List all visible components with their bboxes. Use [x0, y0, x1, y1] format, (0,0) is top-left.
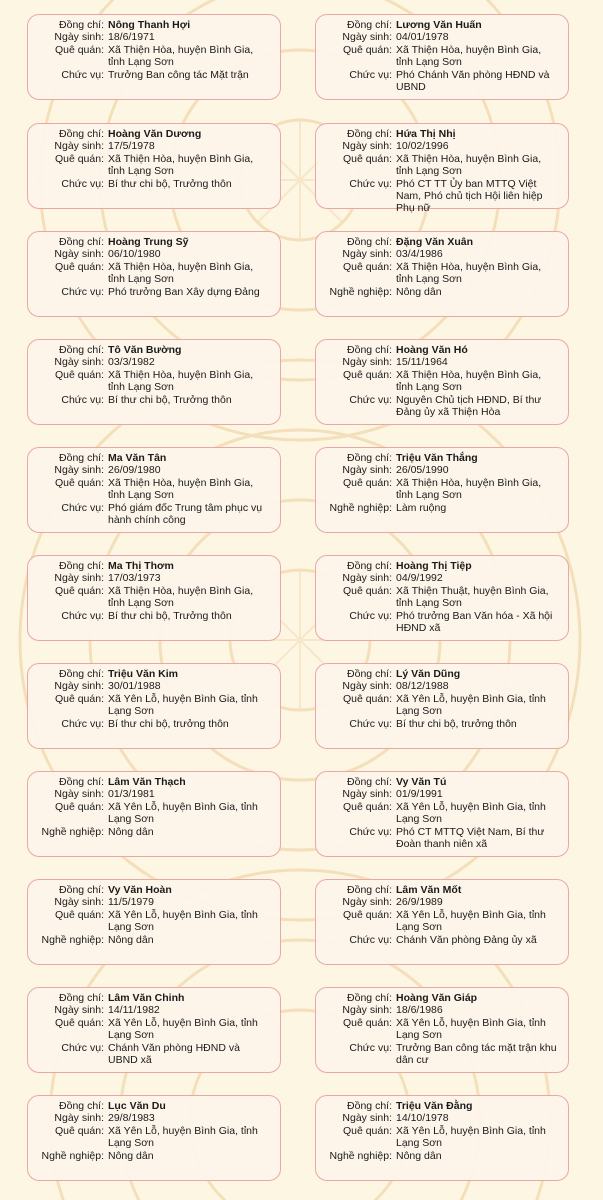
- field-label: Ngày sinh:: [342, 788, 392, 801]
- member-name: Lâm Văn Thạch: [108, 776, 186, 788]
- card-row: [38, 44, 272, 69]
- card-row: [38, 153, 272, 178]
- field-label: Đồng chí:: [347, 452, 392, 464]
- card-row: [326, 452, 560, 464]
- field-value: Nông dân: [108, 825, 154, 838]
- field-label: Quê quán:: [342, 152, 392, 165]
- card-row: [38, 801, 272, 826]
- field-value: Phó CT TT Ủy ban MTTQ Việt Nam, Phó chủ tịch Hội liên hiệp Phụ nữ: [396, 177, 543, 215]
- card-row: [326, 44, 560, 69]
- card-row: [326, 236, 560, 248]
- field-value: 14/10/1978: [396, 1112, 449, 1125]
- field-label: Ngày sinh:: [342, 140, 392, 153]
- field-label: Quê quán:: [54, 800, 104, 813]
- card-row: [326, 884, 560, 896]
- field-label: Quê quán:: [342, 476, 392, 489]
- field-label: Ngày sinh:: [54, 140, 104, 153]
- member-name: Lâm Văn Mốt: [396, 884, 462, 896]
- card-row: [38, 680, 272, 692]
- field-label: Quê quán:: [54, 908, 104, 921]
- field-value: Xã Yên Lỗ, huyện Bình Gia, tỉnh Lạng Sơn: [396, 908, 546, 934]
- field-label: Ngày sinh:: [54, 1004, 104, 1017]
- card-row: [38, 140, 272, 152]
- field-value: Nông dân: [108, 1149, 154, 1162]
- member-name: Lý Văn Dũng: [396, 668, 461, 680]
- field-label: Ngày sinh:: [342, 248, 392, 261]
- member-name: Lương Văn Huấn: [396, 19, 482, 31]
- field-value: Xã Thiện Thuật, huyện Bình Gia, tỉnh Lạng Sơn: [396, 584, 549, 610]
- card-row: [326, 31, 560, 43]
- member-name: Hoàng Văn Dương: [108, 128, 202, 140]
- member-name: Lâm Văn Chinh: [108, 992, 185, 1004]
- member-name: Lục Văn Du: [108, 1100, 166, 1112]
- card-row: [326, 934, 560, 946]
- card-row: [326, 477, 560, 502]
- card-row: [326, 1150, 560, 1162]
- member-card: [27, 879, 281, 965]
- member-card: [27, 123, 281, 209]
- card-row: [38, 788, 272, 800]
- field-label: Nghề nghiệp:: [41, 1149, 104, 1162]
- card-row: [38, 178, 272, 190]
- field-label: Đồng chí:: [347, 560, 392, 572]
- field-value: Xã Thiện Hòa, huyện Bình Gia, tỉnh Lạng Sơn: [396, 43, 542, 69]
- card-row: [38, 1112, 272, 1124]
- field-label: Đồng chí:: [59, 1100, 104, 1112]
- card-row: [326, 668, 560, 680]
- member-name: Triệu Văn Thắng: [396, 452, 478, 464]
- field-label: Ngày sinh:: [54, 788, 104, 801]
- card-row: [38, 585, 272, 610]
- field-label: Đồng chí:: [59, 344, 104, 356]
- card-row: [326, 896, 560, 908]
- field-label: Quê quán:: [342, 692, 392, 705]
- field-value: Trưởng Ban công tác mặt trận khu dân cư: [396, 1041, 557, 1067]
- field-label: Chức vụ:: [349, 717, 392, 730]
- field-label: Quê quán:: [342, 584, 392, 597]
- field-value: Bí thư chi bộ, Trưởng thôn: [108, 393, 232, 406]
- card-row: [326, 1042, 560, 1067]
- field-label: Ngày sinh:: [54, 31, 104, 44]
- field-label: Đồng chí:: [59, 668, 104, 680]
- card-row: [326, 1112, 560, 1124]
- card-row: [326, 992, 560, 1004]
- field-label: Quê quán:: [54, 260, 104, 273]
- card-row: [326, 693, 560, 718]
- card-row: [38, 464, 272, 476]
- member-name: Hứa Thị Nhị: [396, 128, 456, 140]
- field-label: Ngày sinh:: [54, 248, 104, 261]
- field-value: Xã Thiện Hòa, huyện Bình Gia, tỉnh Lạng Sơn: [396, 476, 542, 502]
- card-row: [38, 909, 272, 934]
- field-label: Đồng chí:: [347, 992, 392, 1004]
- field-label: Đồng chí:: [347, 344, 392, 356]
- card-row: [326, 610, 560, 635]
- field-label: Chức vụ:: [349, 609, 392, 622]
- field-label: Ngày sinh:: [342, 572, 392, 585]
- card-row: [38, 1042, 272, 1067]
- field-label: Nghề nghiệp:: [41, 825, 104, 838]
- card-row: [326, 572, 560, 584]
- field-value: Xã Yên Lỗ, huyện Bình Gia, tỉnh Lạng Sơn: [108, 692, 258, 718]
- field-label: Chức vụ:: [61, 68, 104, 81]
- field-label: Quê quán:: [342, 1016, 392, 1029]
- field-value: Nông dân: [396, 1149, 442, 1162]
- field-label: Đồng chí:: [59, 19, 104, 31]
- field-value: Xã Yên Lỗ, huyện Bình Gia, tỉnh Lạng Sơn: [396, 800, 546, 826]
- field-value: Phó giám đốc Trung tâm phục vụ hành chính công: [108, 501, 263, 527]
- card-row: [326, 140, 560, 152]
- field-value: Chánh Văn phòng HĐND và UBND xã: [108, 1041, 240, 1067]
- member-card: [315, 447, 569, 533]
- card-row: [326, 394, 560, 419]
- field-label: Quê quán:: [54, 152, 104, 165]
- field-value: Xã Thiện Hòa, huyện Bình Gia, tỉnh Lạng Sơn: [396, 368, 542, 394]
- field-value: Xã Thiện Hòa, huyện Bình Gia, tỉnh Lạng Sơn: [396, 152, 542, 178]
- field-label: Ngày sinh:: [342, 1004, 392, 1017]
- field-value: Nông dân: [108, 933, 154, 946]
- field-value: 06/10/1980: [108, 248, 161, 261]
- field-label: Ngày sinh:: [342, 896, 392, 909]
- member-card: [315, 339, 569, 425]
- field-label: Quê quán:: [54, 584, 104, 597]
- member-card: [315, 1095, 569, 1181]
- field-value: Chánh Văn phòng Đảng ủy xã: [396, 933, 537, 946]
- member-name: Hoàng Thị Tiệp: [396, 560, 472, 572]
- member-card: [315, 987, 569, 1073]
- field-value: Bí thư chi bộ, trưởng thôn: [108, 717, 229, 730]
- field-label: Đồng chí:: [347, 668, 392, 680]
- card-row: [38, 1100, 272, 1112]
- card-row: [326, 261, 560, 286]
- card-row: [38, 452, 272, 464]
- member-name: Nông Thanh Hợi: [108, 19, 191, 31]
- card-row: [38, 236, 272, 248]
- member-card: [315, 771, 569, 857]
- field-value: 18/6/1986: [396, 1004, 443, 1017]
- member-name: Vy Văn Hoàn: [108, 884, 172, 896]
- field-value: 03/3/1982: [108, 356, 155, 369]
- member-card: [27, 339, 281, 425]
- card-row: [326, 248, 560, 260]
- field-label: Đồng chí:: [59, 128, 104, 140]
- field-label: Đồng chí:: [59, 560, 104, 572]
- field-label: Đồng chí:: [347, 884, 392, 896]
- field-value: Phó trưởng Ban Văn hóa - Xã hội HĐND xã: [396, 609, 553, 635]
- field-label: Quê quán:: [342, 800, 392, 813]
- card-row: [38, 369, 272, 394]
- field-value: 30/01/1988: [108, 680, 161, 693]
- member-name: Ma Thị Thơm: [108, 560, 174, 572]
- field-label: Đồng chí:: [59, 776, 104, 788]
- field-label: Chức vụ:: [349, 825, 392, 838]
- field-label: Đồng chí:: [347, 19, 392, 31]
- card-row: [38, 19, 272, 31]
- card-row: [38, 356, 272, 368]
- card-row: [326, 801, 560, 826]
- field-value: 26/9/1989: [396, 896, 443, 909]
- card-row: [38, 718, 272, 730]
- field-label: Đồng chí:: [59, 452, 104, 464]
- field-label: Quê quán:: [54, 692, 104, 705]
- field-label: Ngày sinh:: [342, 464, 392, 477]
- field-value: Phó CT MTTQ Việt Nam, Bí thư Đoàn thanh niên xã: [396, 825, 545, 851]
- field-label: Quê quán:: [54, 43, 104, 56]
- member-name: Triệu Văn Đằng: [396, 1100, 473, 1112]
- card-row: [326, 369, 560, 394]
- card-row: [326, 128, 560, 140]
- member-card: [27, 1095, 281, 1181]
- card-row: [326, 1100, 560, 1112]
- card-row: [38, 776, 272, 788]
- field-value: 01/9/1991: [396, 788, 443, 801]
- member-name: Tô Văn Bường: [108, 344, 182, 356]
- card-row: [38, 826, 272, 838]
- field-value: 04/01/1978: [396, 31, 449, 44]
- card-row: [326, 585, 560, 610]
- field-label: Ngày sinh:: [54, 680, 104, 693]
- field-label: Ngày sinh:: [54, 572, 104, 585]
- field-label: Đồng chí:: [59, 992, 104, 1004]
- field-value: Bí thư chi bộ, trưởng thôn: [396, 717, 517, 730]
- field-label: Chức vụ:: [61, 393, 104, 406]
- field-value: 08/12/1988: [396, 680, 449, 693]
- member-name: Hoàng Văn Giáp: [396, 992, 478, 1004]
- card-row: [38, 261, 272, 286]
- field-label: Ngày sinh:: [342, 680, 392, 693]
- field-label: Đồng chí:: [347, 236, 392, 248]
- field-value: Xã Yên Lỗ, huyện Bình Gia, tỉnh Lạng Sơn: [108, 1124, 258, 1150]
- card-row: [38, 477, 272, 502]
- field-label: Ngày sinh:: [54, 464, 104, 477]
- field-label: Chức vụ:: [61, 717, 104, 730]
- field-value: 26/05/1990: [396, 464, 449, 477]
- card-row: [38, 128, 272, 140]
- card-row: [38, 1004, 272, 1016]
- card-row: [326, 19, 560, 31]
- field-value: Bí thư chi bộ, Trưởng thôn: [108, 609, 232, 622]
- card-row: [326, 560, 560, 572]
- card-row: [326, 1004, 560, 1016]
- card-row: [326, 178, 560, 215]
- field-value: 11/5/1979: [108, 896, 154, 909]
- card-row: [326, 1017, 560, 1042]
- field-label: Nghề nghiệp:: [41, 933, 104, 946]
- field-label: Đồng chí:: [347, 1100, 392, 1112]
- card-row: [38, 344, 272, 356]
- card-row: [326, 356, 560, 368]
- field-value: Trưởng Ban công tác Mặt trận: [108, 68, 249, 81]
- card-row: [326, 464, 560, 476]
- field-value: Phó Chánh Văn phòng HĐND và UBND: [396, 68, 550, 94]
- field-value: Xã Yên Lỗ, huyện Bình Gia, tỉnh Lạng Sơn: [108, 800, 258, 826]
- card-row: [38, 502, 272, 527]
- field-value: Xã Yên Lỗ, huyện Bình Gia, tỉnh Lạng Sơn: [396, 1124, 546, 1150]
- field-value: Xã Thiện Hòa, huyện Bình Gia, tỉnh Lạng Sơn: [108, 584, 254, 610]
- field-label: Quê quán:: [54, 1016, 104, 1029]
- field-label: Chức vụ:: [349, 393, 392, 406]
- card-row: [326, 344, 560, 356]
- field-value: Nông dân: [396, 285, 442, 298]
- card-row: [38, 896, 272, 908]
- field-label: Quê quán:: [342, 908, 392, 921]
- field-value: Xã Thiện Hòa, huyện Bình Gia, tỉnh Lạng Sơn: [108, 43, 254, 69]
- card-row: [38, 1017, 272, 1042]
- card-row: [38, 286, 272, 298]
- card-row: [38, 693, 272, 718]
- field-value: Xã Yên Lỗ, huyện Bình Gia, tỉnh Lạng Sơn: [396, 692, 546, 718]
- card-row: [38, 992, 272, 1004]
- field-label: Ngày sinh:: [342, 1112, 392, 1125]
- field-value: 03/4/1986: [396, 248, 443, 261]
- card-row: [38, 394, 272, 406]
- card-row: [38, 884, 272, 896]
- field-label: Chức vụ:: [349, 1041, 392, 1054]
- member-card: [315, 663, 569, 749]
- field-value: Xã Thiện Hòa, huyện Bình Gia, tỉnh Lạng Sơn: [108, 368, 254, 394]
- member-card: [315, 14, 569, 100]
- field-label: Quê quán:: [54, 368, 104, 381]
- field-label: Chức vụ:: [61, 285, 104, 298]
- field-value: 17/03/1973: [108, 572, 161, 585]
- field-label: Quê quán:: [54, 1124, 104, 1137]
- field-value: Xã Yên Lỗ, huyện Bình Gia, tỉnh Lạng Sơn: [396, 1016, 546, 1042]
- field-label: Chức vụ:: [349, 68, 392, 81]
- member-card: [27, 14, 281, 100]
- field-label: Quê quán:: [342, 1124, 392, 1137]
- card-row: [326, 826, 560, 851]
- field-label: Nghề nghiệp:: [329, 1149, 392, 1162]
- member-name: Ma Văn Tân: [108, 452, 167, 464]
- field-label: Ngày sinh:: [54, 896, 104, 909]
- field-label: Chức vụ:: [61, 609, 104, 622]
- field-label: Đồng chí:: [59, 236, 104, 248]
- field-label: Đồng chí:: [347, 128, 392, 140]
- field-label: Chức vụ:: [61, 501, 104, 514]
- field-value: 29/8/1983: [108, 1112, 155, 1125]
- field-value: Nguyên Chủ tịch HĐND, Bí thư Đảng ủy xã Thiện Hòa: [396, 393, 542, 419]
- member-name: Đặng Văn Xuân: [396, 236, 474, 248]
- card-row: [38, 1125, 272, 1150]
- card-row: [326, 718, 560, 730]
- field-label: Đồng chí:: [59, 884, 104, 896]
- card-row: [326, 776, 560, 788]
- member-card: [27, 771, 281, 857]
- field-label: Chức vụ:: [349, 177, 392, 190]
- member-name: Hoàng Văn Hó: [396, 344, 468, 356]
- member-card: [27, 663, 281, 749]
- member-card: [27, 555, 281, 641]
- card-row: [326, 153, 560, 178]
- field-value: Xã Thiện Hòa, huyện Bình Gia, tỉnh Lạng Sơn: [108, 260, 254, 286]
- field-value: 14/11/1982: [108, 1004, 160, 1017]
- field-value: Bí thư chi bộ, Trưởng thôn: [108, 177, 232, 190]
- field-value: 18/6/1971: [108, 31, 155, 44]
- field-label: Quê quán:: [342, 368, 392, 381]
- member-name: Hoàng Trung Sỹ: [108, 236, 189, 248]
- field-label: Quê quán:: [342, 260, 392, 273]
- member-name: Vy Văn Tú: [396, 776, 447, 788]
- member-card: [27, 987, 281, 1073]
- card-row: [326, 788, 560, 800]
- field-label: Chức vụ:: [349, 933, 392, 946]
- field-label: Chức vụ:: [61, 177, 104, 190]
- field-value: Làm ruộng: [396, 501, 447, 514]
- card-row: [38, 69, 272, 81]
- field-value: Xã Thiện Hòa, huyện Bình Gia, tỉnh Lạng Sơn: [396, 260, 542, 286]
- field-value: 26/09/1980: [108, 464, 161, 477]
- field-value: Xã Yên Lỗ, huyện Bình Gia, tỉnh Lạng Sơn: [108, 1016, 258, 1042]
- card-row: [326, 1125, 560, 1150]
- field-value: Phó trưởng Ban Xây dựng Đảng: [108, 285, 260, 298]
- card-row: [38, 560, 272, 572]
- card-row: [38, 572, 272, 584]
- field-value: Xã Thiện Hòa, huyện Bình Gia, tỉnh Lạng Sơn: [108, 152, 254, 178]
- field-label: Ngày sinh:: [342, 31, 392, 44]
- field-label: Ngày sinh:: [54, 1112, 104, 1125]
- card-row: [38, 31, 272, 43]
- member-card: [315, 123, 569, 215]
- card-row: [326, 286, 560, 298]
- field-label: Đồng chí:: [347, 776, 392, 788]
- field-value: Xã Thiện Hòa, huyện Bình Gia, tỉnh Lạng Sơn: [108, 476, 254, 502]
- card-row: [38, 934, 272, 946]
- card-row: [326, 680, 560, 692]
- member-card: [315, 231, 569, 317]
- card-row: [326, 909, 560, 934]
- card-row: [326, 502, 560, 514]
- card-row: [38, 1150, 272, 1162]
- field-label: Ngày sinh:: [54, 356, 104, 369]
- member-card: [315, 879, 569, 965]
- field-value: Xã Yên Lỗ, huyện Bình Gia, tỉnh Lạng Sơn: [108, 908, 258, 934]
- member-card: [27, 447, 281, 533]
- field-value: 01/3/1981: [108, 788, 155, 801]
- field-label: Nghề nghiệp:: [329, 285, 392, 298]
- field-label: Chức vụ:: [61, 1041, 104, 1054]
- card-row: [38, 610, 272, 622]
- field-value: 17/5/1978: [108, 140, 155, 153]
- card-row: [38, 668, 272, 680]
- field-value: 10/02/1996: [396, 140, 449, 153]
- field-label: Ngày sinh:: [342, 356, 392, 369]
- card-row: [326, 69, 560, 94]
- field-value: 15/11/1964: [396, 356, 448, 369]
- field-label: Quê quán:: [342, 43, 392, 56]
- member-card: [27, 231, 281, 317]
- field-label: Nghề nghiệp:: [329, 501, 392, 514]
- card-row: [38, 248, 272, 260]
- member-name: Triệu Văn Kim: [108, 668, 179, 680]
- field-label: Quê quán:: [54, 476, 104, 489]
- field-value: 04/9/1992: [396, 572, 443, 585]
- member-card: [315, 555, 569, 641]
